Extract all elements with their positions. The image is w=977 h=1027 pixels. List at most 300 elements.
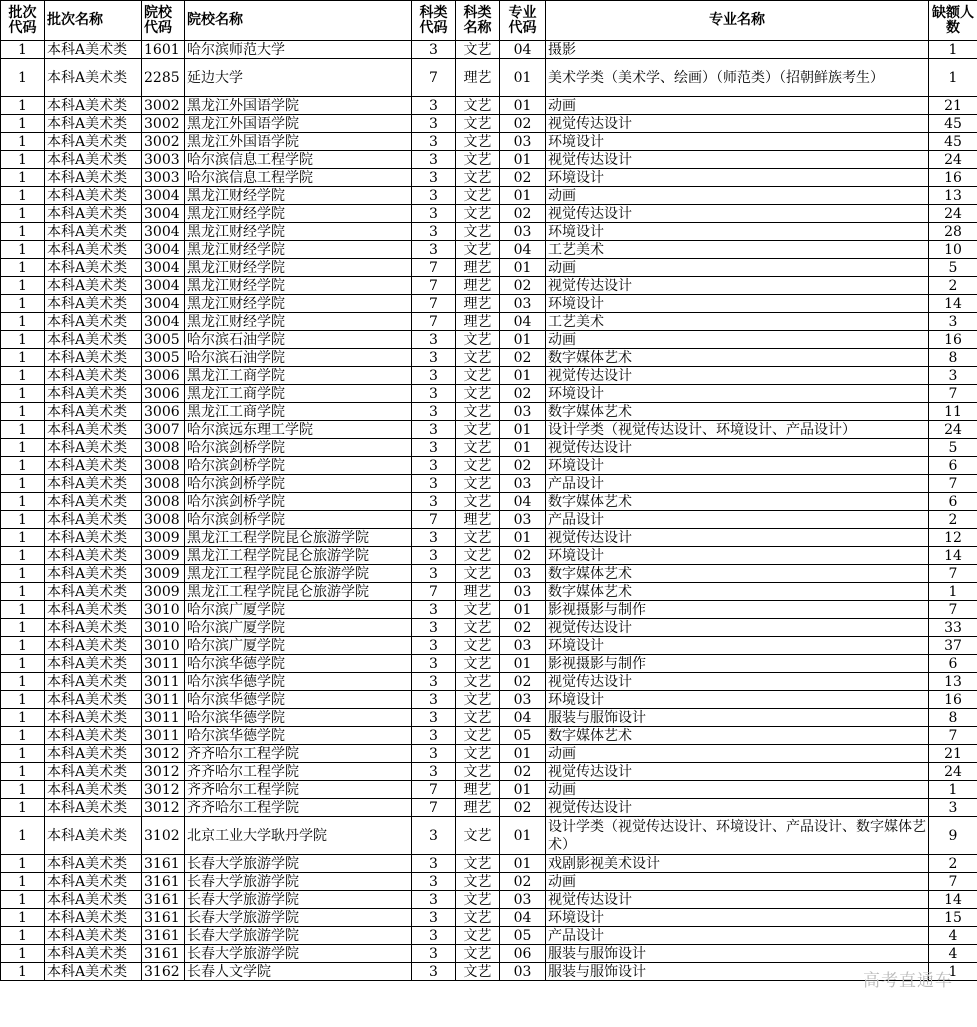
cell-batch-name: 本科A美术类 xyxy=(45,277,142,295)
table-row xyxy=(1,115,977,133)
cell-major-name: 环境设计 xyxy=(546,385,929,403)
cell-subject-name: 文艺 xyxy=(456,151,500,169)
cell-subject-code: 7 xyxy=(412,781,456,799)
cell-major-name: 环境设计 xyxy=(546,295,929,313)
cell-school-code: 3162 xyxy=(142,963,185,981)
cell-school-name: 哈尔滨华德学院 xyxy=(185,655,412,673)
cell-vacancy-count: 28 xyxy=(929,223,977,241)
cell-school-name: 哈尔滨华德学院 xyxy=(185,691,412,709)
cell-school-code: 3161 xyxy=(142,945,185,963)
cell-subject-code: 3 xyxy=(412,241,456,259)
table-row xyxy=(1,709,977,727)
cell-major-name: 环境设计 xyxy=(546,909,929,927)
cell-subject-name: 文艺 xyxy=(456,169,500,187)
cell-batch-name: 本科A美术类 xyxy=(45,565,142,583)
table-row xyxy=(1,277,977,295)
cell-subject-name: 文艺 xyxy=(456,763,500,781)
cell-major-code: 05 xyxy=(500,727,546,745)
cell-subject-name: 文艺 xyxy=(456,891,500,909)
cell-school-code: 3102 xyxy=(142,817,185,855)
cell-major-code: 01 xyxy=(500,745,546,763)
cell-vacancy-count: 45 xyxy=(929,115,977,133)
cell-vacancy-count: 24 xyxy=(929,205,977,223)
cell-major-code: 04 xyxy=(500,909,546,927)
table-row xyxy=(1,205,977,223)
cell-subject-code: 3 xyxy=(412,565,456,583)
cell-subject-code: 3 xyxy=(412,41,456,59)
cell-vacancy-count: 8 xyxy=(929,709,977,727)
cell-major-code: 01 xyxy=(500,97,546,115)
table-row xyxy=(1,331,977,349)
cell-major-code: 02 xyxy=(500,115,546,133)
cell-major-code: 01 xyxy=(500,655,546,673)
cell-major-name: 动画 xyxy=(546,187,929,205)
cell-subject-code: 3 xyxy=(412,727,456,745)
cell-batch-name: 本科A美术类 xyxy=(45,97,142,115)
cell-major-code: 02 xyxy=(500,385,546,403)
cell-batch-code: 1 xyxy=(1,691,45,709)
cell-school-name: 长春大学旅游学院 xyxy=(185,855,412,873)
cell-major-name: 环境设计 xyxy=(546,223,929,241)
cell-vacancy-count: 6 xyxy=(929,493,977,511)
cell-vacancy-count: 15 xyxy=(929,909,977,927)
cell-school-code: 1601 xyxy=(142,41,185,59)
cell-school-code: 3004 xyxy=(142,295,185,313)
cell-school-code: 2285 xyxy=(142,59,185,97)
cell-batch-code: 1 xyxy=(1,637,45,655)
cell-school-code: 3011 xyxy=(142,691,185,709)
cell-batch-name: 本科A美术类 xyxy=(45,421,142,439)
cell-batch-name: 本科A美术类 xyxy=(45,963,142,981)
cell-school-name: 黑龙江外国语学院 xyxy=(185,115,412,133)
table-row xyxy=(1,241,977,259)
table-row xyxy=(1,59,977,97)
cell-batch-name: 本科A美术类 xyxy=(45,673,142,691)
cell-school-name: 哈尔滨石油学院 xyxy=(185,331,412,349)
cell-vacancy-count: 6 xyxy=(929,457,977,475)
cell-batch-code: 1 xyxy=(1,655,45,673)
cell-vacancy-count: 14 xyxy=(929,547,977,565)
cell-vacancy-count: 7 xyxy=(929,385,977,403)
table-row xyxy=(1,223,977,241)
cell-major-name: 视觉传达设计 xyxy=(546,151,929,169)
table-row xyxy=(1,421,977,439)
cell-vacancy-count: 24 xyxy=(929,421,977,439)
cell-subject-name: 文艺 xyxy=(456,421,500,439)
cell-school-name: 哈尔滨华德学院 xyxy=(185,709,412,727)
cell-major-code: 05 xyxy=(500,927,546,945)
cell-school-name: 哈尔滨石油学院 xyxy=(185,349,412,367)
cell-batch-code: 1 xyxy=(1,97,45,115)
cell-subject-name: 文艺 xyxy=(456,873,500,891)
cell-major-name: 视觉传达设计 xyxy=(546,529,929,547)
cell-subject-code: 3 xyxy=(412,945,456,963)
cell-subject-code: 3 xyxy=(412,927,456,945)
cell-school-name: 黑龙江工程学院昆仑旅游学院 xyxy=(185,547,412,565)
cell-subject-code: 7 xyxy=(412,277,456,295)
cell-vacancy-count: 7 xyxy=(929,727,977,745)
cell-subject-name: 文艺 xyxy=(456,945,500,963)
cell-batch-code: 1 xyxy=(1,41,45,59)
cell-subject-name: 文艺 xyxy=(456,745,500,763)
cell-major-code: 02 xyxy=(500,619,546,637)
cell-major-code: 01 xyxy=(500,601,546,619)
table-row xyxy=(1,439,977,457)
cell-major-name: 动画 xyxy=(546,259,929,277)
cell-major-name: 视觉传达设计 xyxy=(546,367,929,385)
cell-major-name: 数字媒体艺术 xyxy=(546,727,929,745)
cell-school-name: 黑龙江工程学院昆仑旅游学院 xyxy=(185,565,412,583)
cell-school-code: 3011 xyxy=(142,673,185,691)
cell-major-name: 动画 xyxy=(546,873,929,891)
table-row xyxy=(1,673,977,691)
cell-school-name: 哈尔滨华德学院 xyxy=(185,727,412,745)
cell-batch-code: 1 xyxy=(1,475,45,493)
cell-subject-code: 3 xyxy=(412,855,456,873)
cell-school-name: 黑龙江财经学院 xyxy=(185,313,412,331)
cell-batch-name: 本科A美术类 xyxy=(45,891,142,909)
cell-major-name: 环境设计 xyxy=(546,691,929,709)
cell-vacancy-count: 1 xyxy=(929,59,977,97)
cell-school-code: 3010 xyxy=(142,601,185,619)
watermark: 高考直通车 xyxy=(863,971,953,991)
table-header-row xyxy=(1,1,977,41)
cell-major-name: 视觉传达设计 xyxy=(546,205,929,223)
cell-school-name: 黑龙江外国语学院 xyxy=(185,133,412,151)
cell-vacancy-count: 4 xyxy=(929,945,977,963)
cell-major-code: 01 xyxy=(500,817,546,855)
cell-school-name: 黑龙江财经学院 xyxy=(185,241,412,259)
cell-major-name: 环境设计 xyxy=(546,547,929,565)
cell-batch-name: 本科A美术类 xyxy=(45,475,142,493)
cell-batch-code: 1 xyxy=(1,205,45,223)
table-row xyxy=(1,745,977,763)
cell-school-code: 3002 xyxy=(142,133,185,151)
cell-school-name: 哈尔滨广厦学院 xyxy=(185,637,412,655)
table-row xyxy=(1,511,977,529)
cell-major-name: 视觉传达设计 xyxy=(546,439,929,457)
cell-subject-name: 文艺 xyxy=(456,709,500,727)
cell-major-code: 02 xyxy=(500,873,546,891)
cell-major-name: 动画 xyxy=(546,331,929,349)
cell-subject-name: 文艺 xyxy=(456,673,500,691)
cell-major-code: 01 xyxy=(500,151,546,169)
cell-vacancy-count: 5 xyxy=(929,259,977,277)
cell-school-code: 3011 xyxy=(142,727,185,745)
cell-batch-name: 本科A美术类 xyxy=(45,385,142,403)
cell-subject-code: 3 xyxy=(412,873,456,891)
cell-batch-name: 本科A美术类 xyxy=(45,367,142,385)
cell-subject-code: 3 xyxy=(412,655,456,673)
cell-batch-code: 1 xyxy=(1,547,45,565)
cell-batch-name: 本科A美术类 xyxy=(45,41,142,59)
cell-subject-code: 3 xyxy=(412,817,456,855)
cell-vacancy-count: 16 xyxy=(929,691,977,709)
cell-major-code: 04 xyxy=(500,241,546,259)
cell-vacancy-count: 1 xyxy=(929,583,977,601)
cell-major-name: 产品设计 xyxy=(546,475,929,493)
cell-major-code: 01 xyxy=(500,331,546,349)
cell-subject-code: 3 xyxy=(412,601,456,619)
cell-school-code: 3003 xyxy=(142,169,185,187)
cell-batch-code: 1 xyxy=(1,349,45,367)
table-row xyxy=(1,41,977,59)
cell-school-code: 3008 xyxy=(142,493,185,511)
cell-batch-code: 1 xyxy=(1,601,45,619)
cell-major-name: 摄影 xyxy=(546,41,929,59)
cell-subject-name: 文艺 xyxy=(456,655,500,673)
cell-school-name: 齐齐哈尔工程学院 xyxy=(185,799,412,817)
cell-batch-name: 本科A美术类 xyxy=(45,223,142,241)
cell-major-name: 数字媒体艺术 xyxy=(546,403,929,421)
cell-vacancy-count: 2 xyxy=(929,511,977,529)
cell-batch-name: 本科A美术类 xyxy=(45,151,142,169)
table-row xyxy=(1,945,977,963)
cell-vacancy-count: 14 xyxy=(929,891,977,909)
cell-subject-name: 文艺 xyxy=(456,97,500,115)
table-row xyxy=(1,493,977,511)
cell-school-code: 3008 xyxy=(142,457,185,475)
cell-subject-name: 文艺 xyxy=(456,205,500,223)
cell-batch-name: 本科A美术类 xyxy=(45,529,142,547)
cell-school-code: 3004 xyxy=(142,259,185,277)
cell-batch-code: 1 xyxy=(1,727,45,745)
cell-school-code: 3161 xyxy=(142,927,185,945)
cell-subject-name: 文艺 xyxy=(456,927,500,945)
cell-major-name: 环境设计 xyxy=(546,637,929,655)
table-row xyxy=(1,691,977,709)
cell-subject-code: 3 xyxy=(412,367,456,385)
cell-subject-code: 7 xyxy=(412,313,456,331)
table-row xyxy=(1,891,977,909)
cell-batch-name: 本科A美术类 xyxy=(45,781,142,799)
cell-subject-code: 3 xyxy=(412,691,456,709)
cell-school-code: 3002 xyxy=(142,97,185,115)
cell-subject-code: 3 xyxy=(412,909,456,927)
header-school-code: 院校代码 xyxy=(142,1,185,41)
cell-subject-code: 3 xyxy=(412,385,456,403)
cell-subject-code: 3 xyxy=(412,421,456,439)
cell-major-code: 03 xyxy=(500,691,546,709)
cell-subject-name: 文艺 xyxy=(456,909,500,927)
cell-major-code: 01 xyxy=(500,59,546,97)
table-row xyxy=(1,817,977,855)
cell-batch-name: 本科A美术类 xyxy=(45,59,142,97)
cell-school-code: 3003 xyxy=(142,151,185,169)
header-subject-name: 科类名称 xyxy=(456,1,500,41)
cell-subject-name: 文艺 xyxy=(456,367,500,385)
cell-major-code: 02 xyxy=(500,277,546,295)
cell-major-code: 03 xyxy=(500,583,546,601)
cell-vacancy-count: 6 xyxy=(929,655,977,673)
cell-batch-name: 本科A美术类 xyxy=(45,601,142,619)
table-row xyxy=(1,547,977,565)
cell-major-name: 动画 xyxy=(546,97,929,115)
cell-batch-name: 本科A美术类 xyxy=(45,403,142,421)
cell-major-name: 环境设计 xyxy=(546,169,929,187)
cell-major-name: 视觉传达设计 xyxy=(546,673,929,691)
cell-subject-code: 3 xyxy=(412,619,456,637)
cell-subject-code: 3 xyxy=(412,205,456,223)
table-row xyxy=(1,475,977,493)
cell-school-name: 哈尔滨剑桥学院 xyxy=(185,511,412,529)
cell-batch-name: 本科A美术类 xyxy=(45,873,142,891)
cell-major-name: 服装与服饰设计 xyxy=(546,945,929,963)
cell-subject-code: 7 xyxy=(412,799,456,817)
cell-vacancy-count: 4 xyxy=(929,927,977,945)
cell-major-code: 01 xyxy=(500,187,546,205)
cell-batch-code: 1 xyxy=(1,873,45,891)
cell-vacancy-count: 16 xyxy=(929,331,977,349)
cell-subject-name: 文艺 xyxy=(456,601,500,619)
cell-batch-code: 1 xyxy=(1,151,45,169)
cell-vacancy-count: 3 xyxy=(929,799,977,817)
cell-school-name: 哈尔滨剑桥学院 xyxy=(185,457,412,475)
cell-major-name: 影视摄影与制作 xyxy=(546,655,929,673)
header-major-code: 专业代码 xyxy=(500,1,546,41)
cell-school-code: 3012 xyxy=(142,745,185,763)
cell-batch-name: 本科A美术类 xyxy=(45,619,142,637)
table-row xyxy=(1,601,977,619)
cell-vacancy-count: 8 xyxy=(929,349,977,367)
cell-subject-name: 文艺 xyxy=(456,241,500,259)
cell-major-name: 设计学类（视觉传达设计、环境设计、产品设计、数字媒体艺术） xyxy=(546,817,929,855)
cell-major-name: 工艺美术 xyxy=(546,313,929,331)
cell-batch-name: 本科A美术类 xyxy=(45,493,142,511)
cell-batch-code: 1 xyxy=(1,511,45,529)
cell-subject-name: 文艺 xyxy=(456,403,500,421)
cell-batch-name: 本科A美术类 xyxy=(45,313,142,331)
cell-subject-name: 文艺 xyxy=(456,331,500,349)
cell-major-name: 服装与服饰设计 xyxy=(546,963,929,981)
cell-batch-name: 本科A美术类 xyxy=(45,655,142,673)
cell-vacancy-count: 10 xyxy=(929,241,977,259)
cell-batch-name: 本科A美术类 xyxy=(45,855,142,873)
table-row xyxy=(1,799,977,817)
cell-batch-name: 本科A美术类 xyxy=(45,169,142,187)
cell-batch-code: 1 xyxy=(1,799,45,817)
cell-subject-name: 文艺 xyxy=(456,475,500,493)
cell-subject-code: 3 xyxy=(412,745,456,763)
cell-subject-name: 文艺 xyxy=(456,115,500,133)
cell-subject-code: 3 xyxy=(412,763,456,781)
cell-subject-name: 理艺 xyxy=(456,511,500,529)
cell-batch-code: 1 xyxy=(1,133,45,151)
cell-major-code: 03 xyxy=(500,637,546,655)
cell-major-name: 视觉传达设计 xyxy=(546,115,929,133)
cell-major-code: 03 xyxy=(500,223,546,241)
cell-subject-name: 文艺 xyxy=(456,547,500,565)
table-row xyxy=(1,367,977,385)
cell-major-name: 视觉传达设计 xyxy=(546,763,929,781)
cell-batch-name: 本科A美术类 xyxy=(45,205,142,223)
cell-subject-name: 理艺 xyxy=(456,781,500,799)
table-row xyxy=(1,349,977,367)
cell-school-name: 黑龙江财经学院 xyxy=(185,295,412,313)
cell-school-code: 3009 xyxy=(142,547,185,565)
cell-school-code: 3005 xyxy=(142,331,185,349)
cell-school-code: 3006 xyxy=(142,403,185,421)
cell-school-code: 3005 xyxy=(142,349,185,367)
cell-school-code: 3161 xyxy=(142,873,185,891)
cell-school-name: 哈尔滨广厦学院 xyxy=(185,601,412,619)
header-batch-name: 批次名称 xyxy=(45,1,142,41)
cell-subject-name: 理艺 xyxy=(456,295,500,313)
cell-school-code: 3009 xyxy=(142,583,185,601)
cell-batch-name: 本科A美术类 xyxy=(45,439,142,457)
table-row xyxy=(1,457,977,475)
cell-subject-code: 3 xyxy=(412,475,456,493)
cell-school-code: 3002 xyxy=(142,115,185,133)
cell-subject-code: 3 xyxy=(412,439,456,457)
cell-batch-name: 本科A美术类 xyxy=(45,133,142,151)
cell-subject-code: 3 xyxy=(412,169,456,187)
cell-major-code: 04 xyxy=(500,313,546,331)
cell-school-code: 3012 xyxy=(142,781,185,799)
header-major-name: 专业名称 xyxy=(546,1,929,41)
cell-batch-code: 1 xyxy=(1,59,45,97)
cell-batch-code: 1 xyxy=(1,259,45,277)
cell-subject-name: 文艺 xyxy=(456,565,500,583)
cell-subject-code: 3 xyxy=(412,529,456,547)
cell-vacancy-count: 14 xyxy=(929,295,977,313)
cell-vacancy-count: 2 xyxy=(929,855,977,873)
cell-batch-name: 本科A美术类 xyxy=(45,115,142,133)
cell-subject-name: 文艺 xyxy=(456,41,500,59)
cell-major-name: 环境设计 xyxy=(546,133,929,151)
cell-major-code: 04 xyxy=(500,493,546,511)
cell-school-name: 哈尔滨广厦学院 xyxy=(185,619,412,637)
cell-school-name: 长春大学旅游学院 xyxy=(185,891,412,909)
cell-vacancy-count: 21 xyxy=(929,97,977,115)
cell-batch-code: 1 xyxy=(1,295,45,313)
cell-major-name: 视觉传达设计 xyxy=(546,799,929,817)
cell-subject-name: 文艺 xyxy=(456,529,500,547)
cell-school-code: 3011 xyxy=(142,655,185,673)
cell-batch-name: 本科A美术类 xyxy=(45,909,142,927)
cell-major-code: 03 xyxy=(500,511,546,529)
cell-vacancy-count: 1 xyxy=(929,781,977,799)
cell-school-code: 3004 xyxy=(142,205,185,223)
cell-school-code: 3004 xyxy=(142,223,185,241)
cell-major-name: 美术学类（美术学、绘画）（师范类）（招朝鲜族考生） xyxy=(546,59,929,97)
cell-school-code: 3009 xyxy=(142,565,185,583)
header-subject-code: 科类代码 xyxy=(412,1,456,41)
table-row xyxy=(1,583,977,601)
cell-major-code: 02 xyxy=(500,799,546,817)
cell-major-code: 01 xyxy=(500,259,546,277)
header-vacancy-count: 缺额人数 xyxy=(929,1,977,41)
cell-major-code: 03 xyxy=(500,891,546,909)
cell-school-name: 黑龙江财经学院 xyxy=(185,223,412,241)
cell-batch-name: 本科A美术类 xyxy=(45,691,142,709)
cell-batch-code: 1 xyxy=(1,673,45,691)
cell-school-name: 齐齐哈尔工程学院 xyxy=(185,745,412,763)
cell-school-name: 齐齐哈尔工程学院 xyxy=(185,781,412,799)
cell-school-code: 3004 xyxy=(142,187,185,205)
cell-major-code: 01 xyxy=(500,855,546,873)
cell-school-name: 长春大学旅游学院 xyxy=(185,927,412,945)
cell-subject-code: 7 xyxy=(412,583,456,601)
table-row xyxy=(1,187,977,205)
cell-major-name: 工艺美术 xyxy=(546,241,929,259)
table-row xyxy=(1,529,977,547)
cell-subject-name: 文艺 xyxy=(456,963,500,981)
cell-vacancy-count: 3 xyxy=(929,367,977,385)
cell-school-name: 黑龙江外国语学院 xyxy=(185,97,412,115)
cell-batch-code: 1 xyxy=(1,331,45,349)
cell-subject-name: 理艺 xyxy=(456,799,500,817)
